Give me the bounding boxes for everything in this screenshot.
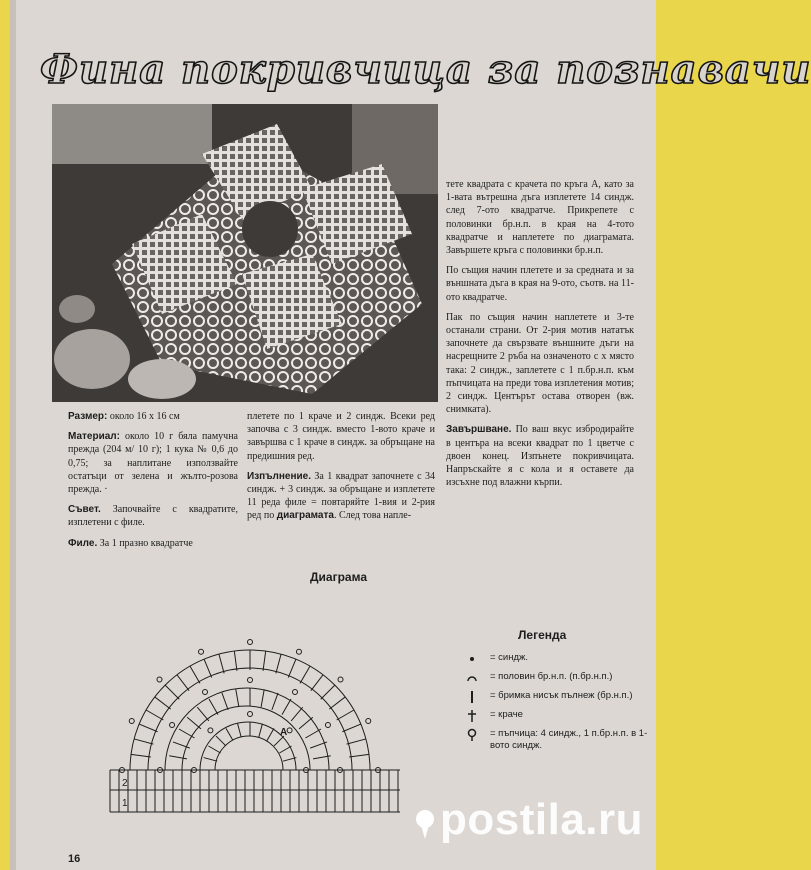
legend-item: = краче (460, 709, 660, 721)
picot-mark (325, 723, 330, 728)
picot-icon (460, 728, 484, 742)
picot-mark (296, 649, 301, 654)
picot-mark (170, 723, 175, 728)
stitch-mark (236, 689, 239, 707)
picot-mark (248, 678, 253, 683)
advice-paragraph: Съвет. Започвайте с квадратите, изплетени с филе. (68, 504, 238, 529)
bar-icon (460, 690, 484, 704)
size-paragraph: Размер: около 16 x 16 см (68, 411, 180, 422)
stitch-mark (311, 675, 323, 691)
picot-mark (366, 719, 371, 724)
stitch-mark (261, 689, 264, 707)
stitch-mark (134, 739, 153, 744)
picot-mark (248, 712, 253, 717)
stitch-mark (305, 729, 321, 738)
filet-continuation: плетете по 1 краче и 2 синдж. Всеки ред започва с 3 синдж. вместо 1-вото краче и завършва с 1 краче в синдж. за обръщане на предишния ред. (247, 411, 435, 462)
stitch-mark (187, 717, 201, 729)
filet-grid (110, 770, 400, 812)
picot-mark (293, 690, 298, 695)
picot-mark (287, 728, 292, 733)
stitch-mark (219, 654, 224, 673)
stitch-mark (291, 707, 303, 721)
legend-item: = бримка нисък пълнеж (бр.н.п.) (460, 690, 660, 702)
stitch-mark (349, 754, 369, 757)
stitch-mark (299, 717, 313, 729)
stitch-mark (276, 654, 281, 673)
stitch-mark (347, 739, 366, 744)
text-column-1 (68, 410, 238, 557)
picot-mark (199, 649, 204, 654)
stitch-mark (310, 742, 327, 748)
legend (460, 652, 660, 759)
doily-photo (52, 104, 438, 402)
stitch-mark (300, 666, 310, 683)
stitch-mark (197, 707, 209, 721)
stitch-mark (190, 666, 200, 683)
stitch-mark (146, 710, 163, 720)
picot-mark (248, 640, 253, 645)
stitch-mark (177, 675, 189, 691)
stitch-mark (204, 758, 218, 762)
stitch-mark (238, 724, 242, 738)
filet-paragraph: Филе. За 1 празно квадратче (68, 537, 193, 549)
stitch-mark (169, 756, 187, 759)
row-label-2: 2 (122, 778, 128, 789)
crochet-doily-photo (52, 104, 438, 402)
stitch-mark (226, 728, 233, 740)
middle-arc (165, 688, 329, 770)
stitch-mark (204, 659, 212, 677)
instructions-paragraph-3: Пак по същия начин наплетете и 3-те останали страни. От 2-рия мотив нататък започнете да свързвате външните дъги на насрещните 2 ръба на означеното с x място така: 2 синдж., заплетете с 1 п.бр.н.п. към пъпчицата на преди това изплетения мотив; 2 синдж. Центърът остава отворен (вж. снимката). (446, 311, 634, 416)
dagger-icon (460, 709, 484, 723)
picot-mark (157, 677, 162, 682)
magazine-page (10, 0, 811, 870)
crochet-diagram (70, 590, 450, 850)
picot-mark (208, 728, 213, 733)
arc-icon (460, 671, 484, 685)
row-label-1: 1 (122, 798, 128, 809)
picot-mark (203, 690, 208, 695)
stitch-mark (283, 758, 297, 762)
watermark: postila.ru (440, 795, 644, 844)
stitch-mark (337, 710, 354, 720)
diagram-title: Диаграма (310, 570, 367, 584)
legend-title: Легенда (518, 628, 567, 642)
inner-arc-inner (215, 736, 283, 770)
legend-item: = пъпчица: 4 синдж., 1 п.бр.н.п. в 1-вото синдж. (460, 728, 660, 752)
execution-paragraph: Изпълнение. За 1 квадрат започнете с 34 синдж. + 3 синдж. за обръщане и изплетете 11 реда филе = повтаряйте 1-вия и 2-рия ред по диаграмата. След това напле- (247, 470, 435, 522)
circle-label-a: A (280, 727, 288, 738)
stitch-mark (222, 693, 228, 710)
dot-icon (460, 652, 484, 666)
pin-icon (410, 808, 440, 840)
stitch-mark (139, 724, 157, 732)
page-title: Фина покривчица за познавачи (40, 46, 811, 93)
outer-arc-inner (148, 668, 352, 770)
stitch-mark (263, 651, 266, 671)
stitch-mark (329, 697, 345, 709)
text-column-3 (446, 178, 634, 496)
picot-mark (338, 677, 343, 682)
stitch-mark (131, 754, 151, 757)
instructions-paragraph-2: По същия начин плетете и за средната и за външната дъга в края на 9-ото, съотв. на 11-ото квадратче. (446, 265, 634, 303)
material-paragraph: Материал: около 10 г бяла памучна прежда (204 м/ 10 г); 1 кука № 0,6 до 0,75; за наплитане използвайте остатъци от зелена и жълто-розова прежда. · (68, 431, 238, 496)
page-number: 16 (68, 853, 81, 865)
stitch-mark (155, 697, 171, 709)
stitch-mark (282, 699, 291, 715)
finishing-paragraph: Завършване. По ваш вкус избродирайте в центъра на всеки квадрат по 1 цветче с двоен конец. Изпънете покривчицата. Напръскайте я с кола и я оставете да изсъхне под влажни кърпи. (446, 424, 634, 489)
stitch-mark (216, 736, 226, 746)
legend-item: = половин бр.н.п. (п.бр.н.п.) (460, 671, 660, 683)
stitch-mark (259, 724, 263, 738)
text-column-2 (247, 410, 435, 530)
stitch-mark (272, 693, 278, 710)
stitch-mark (209, 699, 218, 715)
stitch-mark (321, 685, 335, 699)
stitch-mark (342, 724, 360, 732)
stitch-mark (267, 728, 274, 740)
stitch-mark (165, 685, 179, 699)
stitch-mark (208, 746, 220, 753)
stitch-mark (179, 729, 195, 738)
stitch-mark (288, 659, 296, 677)
instructions-paragraph-1: тете квадрата с крачета по кръга А, като за 1-вата вътрешна дъга изплетете 14 синдж. след 7-ото квадратче. Прикрепете с половинки бр.н.п. в края на 4-тото квадратче и наплетете по диаграмата. Завършете кръга с половинки бр.н.п. (446, 179, 634, 257)
legend-item: = синдж. (460, 652, 660, 664)
stitch-mark (279, 746, 291, 753)
picot-mark (129, 719, 134, 724)
stitch-mark (234, 651, 237, 671)
